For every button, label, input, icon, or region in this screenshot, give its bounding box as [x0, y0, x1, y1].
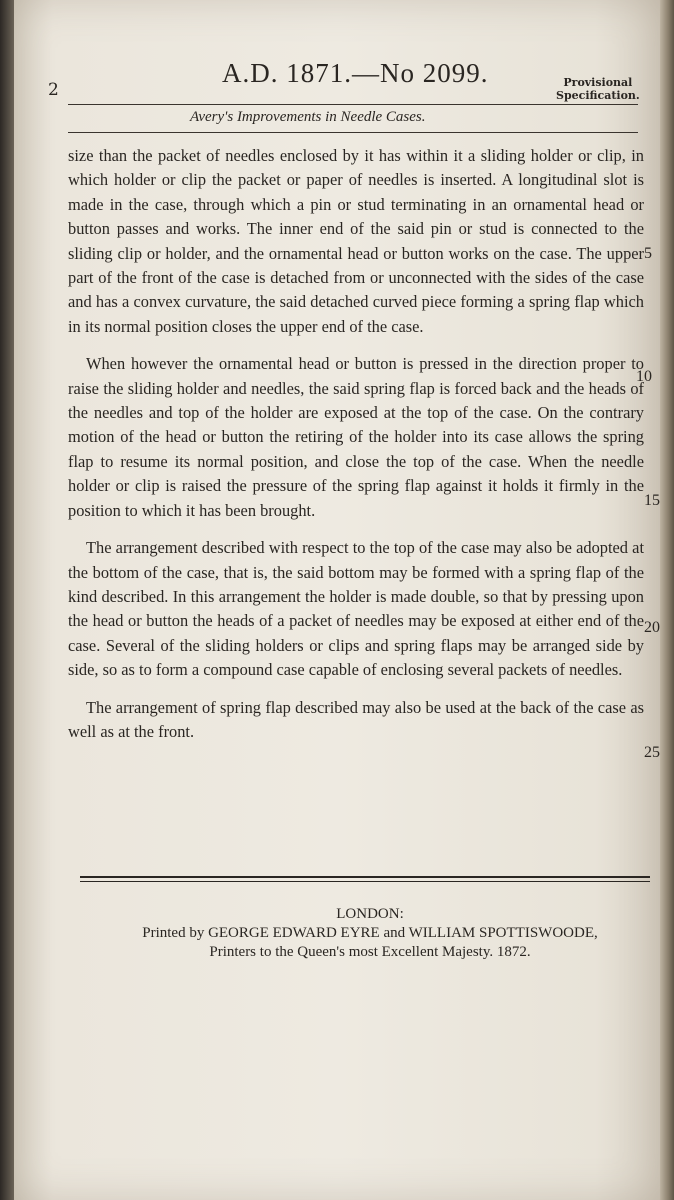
body-text — [68, 144, 644, 744]
line-number-15: 15 — [644, 492, 660, 509]
imprint-line-2: Printers to the Queen's most Excellent Majesty. 1872. — [209, 944, 531, 960]
line-number-20: 20 — [644, 619, 660, 636]
closing-rule-thick — [80, 876, 650, 878]
header-bottom-rule — [68, 132, 638, 133]
paragraph-2: When however the ornamental head or button is pressed in the direction proper to raise the sliding holder and needles, the said spring flap is forced back and the heads of the needles and top of the holder are exposed at the top of the case. On the contrary motion of the head or button the retiring of the holder into its case allows the spring flap to resume its normal position, and close the top of the case. When the needle holder or clip is raised the pressure of the spring flap against it holds it firmly in the position to which it has been brought. — [68, 354, 644, 520]
line-number-25: 25 — [644, 744, 660, 761]
page-title: A.D. 1871.—No 2099. — [222, 58, 489, 88]
closing-double-rule — [80, 876, 650, 882]
line-number-10: 10 — [636, 368, 652, 385]
page-edge — [660, 0, 674, 1200]
paragraph-3: The arrangement described with respect to the top of the case may also be adopted at the bottom of the case, that is, the said bottom may be formed with a spring flap of the kind described. In this arrangement the holder is made double, so that by pressing upon the head or button the heads of a packet of needles may be exposed at either end of the case. Several of the sliding holders or clips and spring flaps may be arranged side by side, so as to form a compound case capable of enclosing several packets of needles. — [68, 538, 644, 680]
line-number-5: 5 — [644, 245, 652, 262]
page-number: 2 — [48, 80, 59, 100]
provisional-line-2: Specification. — [556, 89, 640, 102]
book-spine — [0, 0, 14, 1200]
running-subtitle: Avery's Improvements in Needle Cases. — [190, 109, 426, 125]
imprint-city: LONDON: — [336, 906, 404, 922]
paragraph-4: The arrangement of spring flap described may also be used at the back of the case as well as at the front. — [68, 697, 644, 741]
printer-imprint — [110, 905, 630, 962]
provisional-label — [556, 76, 640, 102]
header-top-rule — [68, 104, 638, 105]
closing-rule-thin — [80, 881, 650, 882]
imprint-line-1: Printed by GEORGE EDWARD EYRE and WILLIAM SPOTTISWOODE, — [142, 925, 598, 941]
provisional-line-1: Provisional — [563, 76, 633, 89]
paragraph-1: size than the packet of needles enclosed by it has within it a sliding holder or clip, in which holder or clip the packet or paper of needles is inserted. A longitudinal slot is made in the case, through which a pin or stud terminating in an ornamental head or button passes and works. The inner end of the said pin or stud is connected to the sliding clip or holder, and the ornamental head or button works on the case. The upper part of the front of the case is detached from or unconnected with the sides of the case and has a convex curvature, the said detached curved piece forming a spring flap which in its normal position closes the upper end of the case. — [68, 146, 644, 336]
